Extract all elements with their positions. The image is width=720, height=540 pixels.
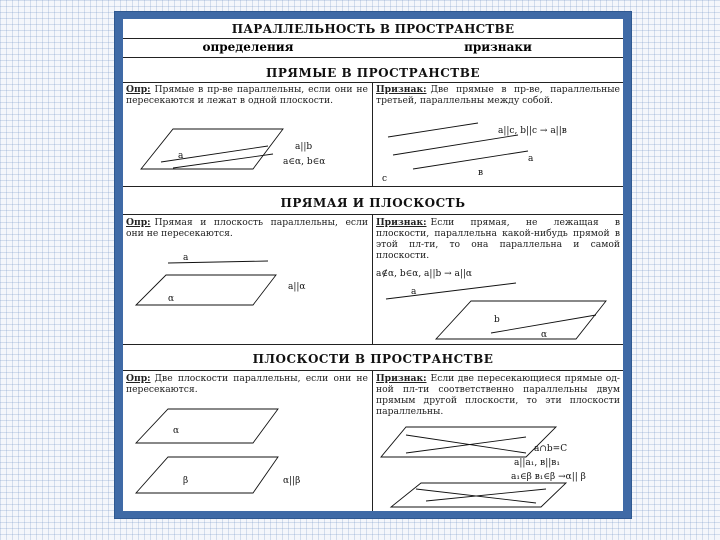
- line-c: [393, 135, 518, 155]
- line-b: [413, 151, 528, 169]
- line-b1: [426, 489, 546, 501]
- label-a: a: [183, 253, 189, 263]
- divider: [123, 344, 623, 345]
- main-title: ПАРАЛЛЕЛЬНОСТЬ В ПРОСТРАНСТВЕ: [231, 22, 515, 36]
- divider: [123, 370, 623, 371]
- plane-alpha: [436, 301, 606, 339]
- label-a: a: [411, 287, 417, 297]
- note-conclusion: a₁∈β в₁∈β →α|| β: [511, 472, 586, 482]
- col-header-signs: признаки: [464, 40, 532, 54]
- divider: [123, 82, 623, 83]
- section-title-planes: ПЛОСКОСТИ В ПРОСТРАНСТВЕ: [252, 352, 494, 366]
- label-a: a: [178, 151, 184, 161]
- note-intersection: a∩b=C: [534, 444, 568, 454]
- definition-lines: Опр: Прямые в пр-ве параллельны, если они не пересекаются и лежат в одной плоскости.: [126, 84, 368, 106]
- figure-planes-sign: [376, 419, 620, 509]
- column-divider: [372, 82, 373, 186]
- divider: [123, 214, 623, 215]
- divider: [123, 186, 623, 187]
- slide-frame: [115, 12, 631, 518]
- plane-beta: [136, 457, 278, 493]
- figure-parallel-planes: [128, 399, 368, 499]
- line-b: [173, 154, 273, 168]
- line-a: [388, 123, 478, 137]
- label-a: a: [528, 154, 534, 164]
- note-transitivity: a||c, b||c → a||в: [498, 126, 567, 136]
- definition-planes: Опр: Две плоскости параллельны, если они не пересекаются.: [126, 373, 368, 395]
- column-divider: [372, 370, 373, 511]
- note-sign: a∉α, b∈α, a||b → a||α: [376, 269, 473, 279]
- label-beta: β: [183, 476, 189, 486]
- section-title-lines: ПРЯМЫЕ В ПРОСТРАНСТВЕ: [266, 66, 480, 80]
- definition-line-plane: Опр: Прямая и плоскость параллельны, если они не пересекаются.: [126, 217, 368, 239]
- note-parallels: a||a₁, в||в₁: [514, 458, 560, 468]
- figure-line-parallel-plane: [128, 251, 368, 311]
- plane-beta: [391, 483, 566, 507]
- figure-three-parallel-lines: [378, 117, 618, 185]
- note-membership: a∈α, b∈α: [283, 157, 326, 167]
- column-divider: [372, 214, 373, 344]
- divider: [123, 38, 623, 39]
- col-header-definitions: определения: [202, 40, 294, 54]
- plane-alpha: [136, 409, 278, 443]
- section-title-line-plane: ПРЯМАЯ И ПЛОСКОСТЬ: [280, 196, 466, 210]
- label-alpha: α: [541, 330, 548, 340]
- note-parallel: a||α: [288, 282, 306, 292]
- figure-line-plane-sign: [376, 267, 620, 343]
- sign-line-plane: Признак: Если прямая, не лежащая в плоскости, параллельна какой-нибудь прямой в этой пл-ти, то она параллельна и самой плоскости.: [376, 217, 620, 261]
- sign-planes: Признак: Если две пересекающиеся прямые од-ной пл-ти соответственно параллельны двум прямым другой плоскости, то эти плоскости параллельны.: [376, 373, 620, 417]
- summary-table: [123, 19, 623, 511]
- sign-lines: Признак: Две прямые в пр-ве, параллельные третьей, параллельны между собой.: [376, 84, 620, 106]
- divider: [123, 57, 623, 58]
- label-c: с: [382, 174, 388, 184]
- line-a: [386, 283, 516, 299]
- plane-alpha: [136, 275, 276, 305]
- figure-parallel-lines-in-plane: [133, 124, 368, 184]
- note-parallel: α||β: [283, 476, 301, 486]
- label-alpha: α: [168, 294, 175, 304]
- label-alpha: α: [173, 426, 180, 436]
- label-b: b: [494, 315, 500, 325]
- label-b: в: [478, 168, 484, 178]
- plane-shape: [141, 129, 283, 169]
- note-parallel: a||b: [295, 142, 313, 152]
